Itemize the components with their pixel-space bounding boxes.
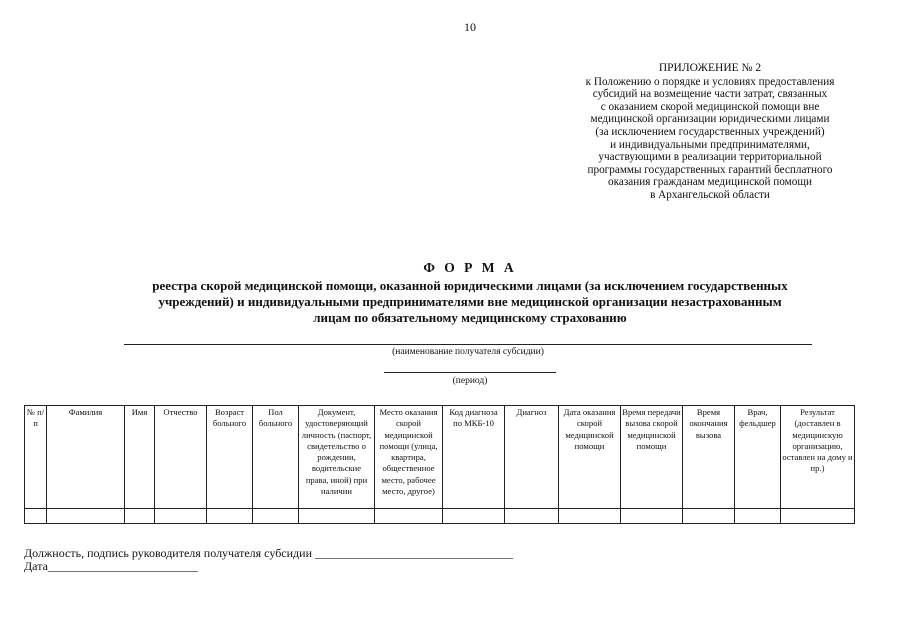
column-header: Отчество — [155, 406, 207, 509]
date-label: Дата — [24, 559, 48, 573]
appendix-line: и индивидуальными предпринимателями, — [610, 138, 810, 151]
form-subtitle-line: лицам по обязательному медицинскому страхованию — [313, 310, 627, 325]
appendix-line: медицинской организации юридическими лицами — [590, 113, 830, 126]
column-header: Диагноз — [505, 406, 559, 509]
table-cell — [253, 509, 299, 524]
signature-blank: _________________________________ — [315, 546, 513, 560]
column-header: Документ, удостоверяющий личность (паспорт, свидетельство о рождении, водительские права, иной) при наличии — [299, 406, 375, 509]
table-cell — [47, 509, 125, 524]
column-header: Код диагноза по МКБ-10 — [443, 406, 505, 509]
table-cell — [505, 509, 559, 524]
table-cell — [207, 509, 253, 524]
table-cell — [25, 509, 47, 524]
form-subtitle-line: реестра скорой медицинской помощи, оказанной юридическими лицами (за исключением государственных — [152, 278, 788, 293]
column-header: Возраст больного — [207, 406, 253, 509]
column-header: Фамилия — [47, 406, 125, 509]
date-line — [24, 559, 198, 574]
appendix-line: в Архангельской области — [650, 188, 770, 201]
column-header: Место оказания скорой медицинской помощи (улица, квартира, общественное место, рабочее место, другое) — [375, 406, 443, 509]
table-row — [25, 509, 855, 524]
table-cell — [375, 509, 443, 524]
column-header: Врач, фельдшер — [735, 406, 781, 509]
date-blank: _________________________ — [47, 559, 198, 573]
appendix-line: к Положению о порядке и условиях предоставления — [585, 75, 835, 88]
registry-table — [24, 405, 855, 524]
appendix-line: участвующими в реализации территориальной — [598, 151, 822, 164]
table-cell — [299, 509, 375, 524]
column-header: Время передачи вызова скорой медицинской помощи — [621, 406, 683, 509]
column-header: Имя — [125, 406, 155, 509]
form-subtitle-line: учреждений) и индивидуальными предпринимателями вне медицинской организации незастрахованным — [158, 294, 782, 309]
appendix-line: с оказанием скорой медицинской помощи вне — [600, 100, 820, 113]
column-header: № п/п — [25, 406, 47, 509]
recipient-name-line — [124, 344, 812, 345]
table-cell — [559, 509, 621, 524]
column-header: Дата оказания скорой медицинской помощи — [559, 406, 621, 509]
column-header: Результат (доставлен в медицинскую организацию, оставлен на дому и пр.) — [781, 406, 855, 509]
appendix-line: программы государственных гарантий бесплатного — [587, 163, 833, 176]
table-cell — [621, 509, 683, 524]
appendix-line: оказания гражданам медицинской помощи — [608, 176, 812, 189]
table-cell — [735, 509, 781, 524]
period-caption: (период) — [452, 376, 488, 386]
period-line — [384, 372, 556, 373]
form-subtitle — [90, 278, 850, 326]
column-header: Время окончания вызова — [683, 406, 735, 509]
table-header-row — [25, 406, 855, 509]
signature-label: Должность, подпись руководителя получателя субсидии — [24, 546, 312, 560]
table-cell — [443, 509, 505, 524]
recipient-name-caption: (наименование получателя субсидии) — [392, 347, 544, 357]
appendix-line: субсидий на возмещение части затрат, связанных — [592, 88, 828, 101]
form-title: Ф О Р М А — [423, 260, 517, 275]
page-number: 10 — [464, 20, 476, 34]
table-cell — [683, 509, 735, 524]
table-cell — [155, 509, 207, 524]
appendix-block — [560, 62, 860, 202]
appendix-line: (за исключением государственных учреждений) — [595, 125, 825, 138]
appendix-title: ПРИЛОЖЕНИЕ № 2 — [658, 62, 762, 74]
table-cell — [125, 509, 155, 524]
column-header: Пол больного — [253, 406, 299, 509]
table-cell — [781, 509, 855, 524]
